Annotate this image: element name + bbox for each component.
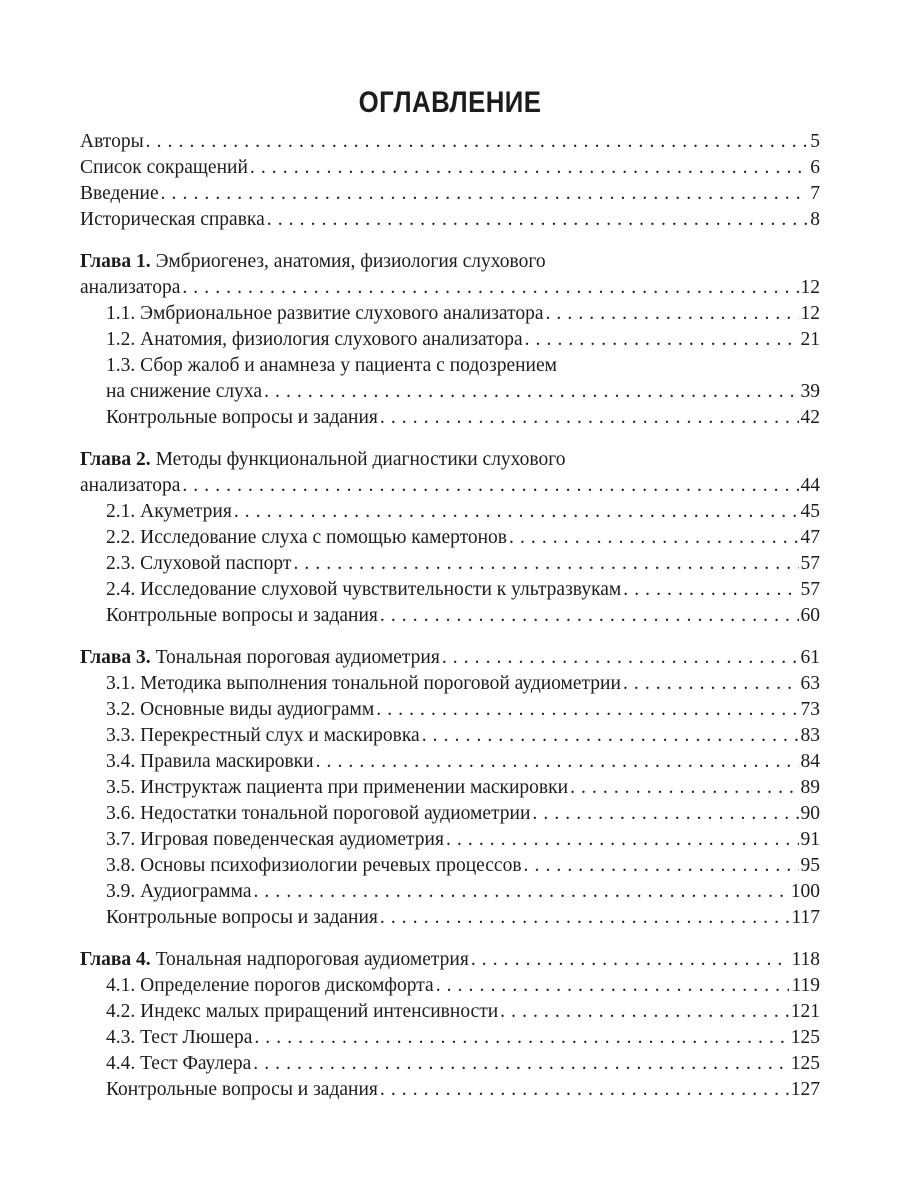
toc-entry-page: 8 xyxy=(810,209,820,230)
toc-section-3-5[interactable] xyxy=(80,775,820,801)
toc-entry-page: 45 xyxy=(800,501,820,522)
toc-entry-text: 2.3. Слуховой паспорт xyxy=(106,553,292,574)
dot-leader xyxy=(264,379,798,405)
toc-section-1-2[interactable] xyxy=(80,327,820,353)
toc-entry-page: 73 xyxy=(800,699,820,720)
toc-section-4-4[interactable] xyxy=(80,1051,820,1077)
chapter-2-heading[interactable] xyxy=(80,447,820,473)
chapter-1-heading[interactable] xyxy=(80,249,820,275)
dot-leader xyxy=(509,525,799,551)
toc-section-1-3-cont[interactable] xyxy=(80,379,820,405)
toc-section-3-1[interactable] xyxy=(80,671,820,697)
toc-section-3-6[interactable] xyxy=(80,801,820,827)
chapter-title: Тональная пороговая аудиометрия xyxy=(155,647,440,668)
toc-section-2-2[interactable] xyxy=(80,525,820,551)
toc-entry-text: 3.8. Основы психофизиологии речевых процессов xyxy=(106,855,522,876)
toc-entry-page: 21 xyxy=(800,329,820,350)
toc-entry-page: 57 xyxy=(800,553,820,574)
dot-leader xyxy=(500,999,789,1025)
toc-entry-page: 119 xyxy=(791,975,820,996)
chapter-3-heading[interactable] xyxy=(80,645,820,671)
chapter-label: Глава 3. xyxy=(80,647,151,668)
dot-leader xyxy=(471,947,790,973)
toc-entry-page: 57 xyxy=(800,579,820,600)
toc-entry-page: 118 xyxy=(791,949,820,970)
toc-entry-text: 4.4. Тест Фаулера xyxy=(106,1053,252,1074)
toc-entry-page: 42 xyxy=(800,407,820,428)
toc-entry-page: 83 xyxy=(800,725,820,746)
toc-entry-text: 3.3. Перекрестный слух и маскировка xyxy=(106,725,420,746)
toc-entry-page: 39 xyxy=(800,381,820,402)
toc-entry-page: 5 xyxy=(810,131,820,152)
chapter-4-heading[interactable] xyxy=(80,947,820,973)
toc-entry-page: 61 xyxy=(800,647,820,668)
dot-leader xyxy=(234,499,799,525)
dot-leader xyxy=(250,155,808,181)
dot-leader xyxy=(253,879,788,905)
dot-leader xyxy=(267,207,808,233)
toc-entry-page: 44 xyxy=(800,475,820,496)
dot-leader xyxy=(422,723,799,749)
dot-leader xyxy=(570,775,798,801)
toc-section-3-9[interactable] xyxy=(80,879,820,905)
dot-leader xyxy=(623,671,799,697)
toc-entry-text: 1.2. Анатомия, физиология слухового анализатора xyxy=(106,329,523,350)
dot-leader xyxy=(182,473,798,499)
dot-leader xyxy=(254,1025,788,1051)
chapter-title-cont: анализатора xyxy=(80,475,181,496)
toc-entry-page: 90 xyxy=(800,803,820,824)
dot-leader xyxy=(316,749,799,775)
toc-section-4-2[interactable] xyxy=(80,999,820,1025)
toc-entry-text-cont: на снижение слуха xyxy=(106,381,263,402)
toc-entry-page: 47 xyxy=(800,527,820,548)
toc-section-3-questions[interactable] xyxy=(80,905,820,931)
toc-entry-page: 12 xyxy=(800,277,820,298)
toc-entry-page: 6 xyxy=(810,157,820,178)
toc-entry-history[interactable] xyxy=(80,207,820,233)
toc-section-3-4[interactable] xyxy=(80,749,820,775)
toc-entry-text: 3.7. Игровая поведенческая аудиометрия xyxy=(106,829,444,850)
chapter-2-heading-cont[interactable] xyxy=(80,473,820,499)
toc-entry-text: 3.9. Аудиограмма xyxy=(106,881,252,902)
toc-entry-text: 2.2. Исследование слуха с помощью камертонов xyxy=(106,527,507,548)
page-title: ОГЛАВЛЕНИЕ xyxy=(358,86,542,119)
toc-entry-authors[interactable] xyxy=(80,129,820,155)
chapter-label: Глава 4. xyxy=(80,949,151,970)
toc-section-3-3[interactable] xyxy=(80,723,820,749)
toc-section-2-4[interactable] xyxy=(80,577,820,603)
toc-section-4-3[interactable] xyxy=(80,1025,820,1051)
toc-entry-text: 2.4. Исследование слуховой чувствительности к ультразвукам xyxy=(106,579,622,600)
dot-leader xyxy=(532,801,798,827)
toc-entry-text: 4.1. Определение порогов дискомфорта xyxy=(106,975,434,996)
toc-entry-page: 95 xyxy=(800,855,820,876)
dot-leader xyxy=(545,301,798,327)
dot-leader xyxy=(623,577,798,603)
chapter-title: Эмбриогенез, анатомия, физиология слухового xyxy=(155,251,546,272)
dot-leader xyxy=(380,1077,789,1103)
dot-leader xyxy=(436,973,790,999)
toc-entry-text: Контрольные вопросы и задания xyxy=(106,605,378,626)
toc-entry-text: 3.6. Недостатки тональной пороговой аудиометрии xyxy=(106,803,531,824)
toc-section-1-1[interactable] xyxy=(80,301,820,327)
toc-entry-text: 3.2. Основные виды аудиограмм xyxy=(106,699,375,720)
toc-section-2-3[interactable] xyxy=(80,551,820,577)
toc-entry-introduction[interactable] xyxy=(80,181,820,207)
toc-entry-abbreviations[interactable] xyxy=(80,155,820,181)
toc-entry-text: 3.1. Методика выполнения тональной пороговой аудиометрии xyxy=(106,673,621,694)
chapter-label: Глава 1. xyxy=(80,251,151,272)
toc-entry-text: 1.1. Эмбриональное развитие слухового анализатора xyxy=(106,303,544,324)
toc-entry-text: 3.5. Инструктаж пациента при применении маскировки xyxy=(106,777,569,798)
dot-leader xyxy=(380,603,799,629)
dot-leader xyxy=(380,905,790,931)
toc-section-1-3[interactable] xyxy=(80,353,820,379)
toc-entry-page: 125 xyxy=(790,1027,820,1048)
toc-section-3-8[interactable] xyxy=(80,853,820,879)
toc-entry-text: Контрольные вопросы и задания xyxy=(106,907,378,928)
chapter-title: Методы функциональной диагностики слухового xyxy=(155,449,566,470)
toc-entry-text: Введение xyxy=(80,183,159,204)
toc-entry-page: 60 xyxy=(800,605,820,626)
toc-entry-text: 1.3. Сбор жалоб и анамнеза у пациента с подозрением xyxy=(106,355,557,376)
toc-entry-text: 4.3. Тест Люшера xyxy=(106,1027,253,1048)
toc-entry-text: Авторы xyxy=(80,131,144,152)
toc-section-2-questions[interactable] xyxy=(80,603,820,629)
dot-leader xyxy=(146,129,809,155)
toc-entry-text: 4.2. Индекс малых приращений интенсивности xyxy=(106,1001,499,1022)
toc-section-3-2[interactable] xyxy=(80,697,820,723)
toc-entry-page: 100 xyxy=(790,881,820,902)
dot-leader xyxy=(293,551,798,577)
chapter-title-cont: анализатора xyxy=(80,277,181,298)
toc-entry-page: 12 xyxy=(800,303,820,324)
dot-leader xyxy=(380,405,799,431)
toc-entry-page: 117 xyxy=(791,907,820,928)
table-of-contents xyxy=(80,129,820,1103)
dot-leader xyxy=(524,853,799,879)
toc-entry-text: Историческая справка xyxy=(80,209,265,230)
toc-entry-page: 121 xyxy=(790,1001,820,1022)
dot-leader xyxy=(376,697,798,723)
toc-entry-text: Контрольные вопросы и задания xyxy=(106,407,378,428)
toc-entry-text: Контрольные вопросы и задания xyxy=(106,1079,378,1100)
chapter-title: Тональная надпороговая аудиометрия xyxy=(155,949,469,970)
toc-entry-page: 89 xyxy=(800,777,820,798)
toc-entry-page: 84 xyxy=(800,751,820,772)
dot-leader xyxy=(446,827,799,853)
dot-leader xyxy=(253,1051,789,1077)
toc-entry-page: 125 xyxy=(790,1053,820,1074)
dot-leader xyxy=(182,275,798,301)
toc-section-3-7[interactable] xyxy=(80,827,820,853)
toc-section-4-1[interactable] xyxy=(80,973,820,999)
toc-entry-page: 63 xyxy=(800,673,820,694)
toc-entry-page: 7 xyxy=(810,183,820,204)
toc-section-4-questions[interactable] xyxy=(80,1077,820,1103)
chapter-1-heading-cont[interactable] xyxy=(80,275,820,301)
toc-section-2-1[interactable] xyxy=(80,499,820,525)
toc-section-1-questions[interactable] xyxy=(80,405,820,431)
dot-leader xyxy=(161,181,809,207)
toc-entry-text: Список сокращений xyxy=(80,157,248,178)
chapter-label: Глава 2. xyxy=(80,449,151,470)
toc-entry-text: 2.1. Акуметрия xyxy=(106,501,232,522)
dot-leader xyxy=(442,645,799,671)
toc-entry-text: 3.4. Правила маскировки xyxy=(106,751,314,772)
toc-entry-page: 91 xyxy=(800,829,820,850)
toc-entry-page: 127 xyxy=(790,1079,820,1100)
dot-leader xyxy=(525,327,799,353)
